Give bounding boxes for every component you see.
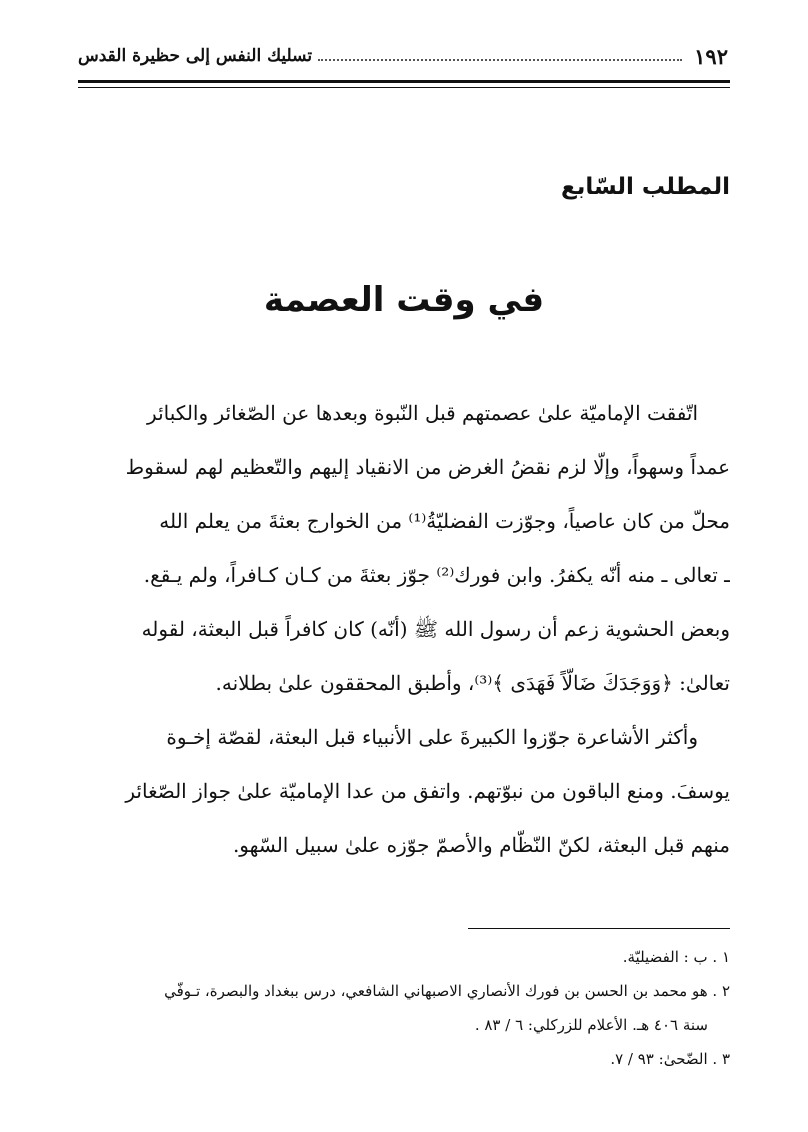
paragraph-line: ـ تعالى ـ منه أنّه يكفرُ. وابن فورك⁽²⁾ جوّز بعثةَ من كـان كـافراً، ولم يـقع.: [143, 563, 730, 587]
header-rule-thin: [78, 87, 730, 88]
footnote-separator: [468, 928, 730, 929]
page-number: ١٩٢: [694, 43, 728, 69]
footnote-2-continued: سنة ٤٠٦ هـ. الأعلام للزركلي: ٦ / ٨٣ .: [474, 1016, 708, 1034]
dotted-leader: [318, 59, 682, 61]
footnote-2: ٢ . هو محمد بن الحسن بن فورك الأنصاري الاصبهاني الشافعي، درس ببغداد والبصرة، تـوفّي: [164, 982, 730, 1000]
paragraph-1: [76, 386, 730, 710]
paragraph-line: عمداً وسهواً، وإلّا لزم نقضُ الغرض من الانقياد إليهم والتّعظيم لهم لسقوط: [125, 455, 730, 479]
paragraph-line: يوسفَ. ومنع الباقون من نبوّتهم. واتفق من عدا الإماميّة علىٰ جواز الصّغائر: [125, 779, 730, 803]
book-title: تسليك النفس إلى حظيرة القدس: [78, 46, 313, 66]
header-rule-thick: [78, 80, 730, 83]
running-header: [78, 38, 728, 74]
footnote-1: ١ . ب : الفضيليّة.: [622, 948, 730, 966]
footnotes: [70, 940, 730, 1076]
paragraph-line: منهم قبل البعثة، لكنّ النّظّام والأصمّ جوّزه علىٰ سبيل السّهو.: [232, 833, 730, 857]
paragraph-line: محلّ من كان عاصياً، وجوّزت الفضليّةُ⁽¹⁾ من الخوارج بعثةَ من يعلم الله: [159, 509, 730, 533]
chapter-title: في وقت العصمة: [263, 280, 545, 320]
paragraph-line: تعالىٰ: ﴿وَوَجَدَكَ ضَالّاً فَهَدَى ﴾⁽³⁾، وأطبق المحققون علىٰ بطلانه.: [215, 671, 730, 695]
paragraph-line: وبعض الحشوية زعم أن رسول الله ﷺ (أنّه) كان كافراً قبل البعثة، لقوله: [141, 617, 730, 641]
footnote-3: ٣ . الضّحىٰ: ٩٣ / ٧.: [610, 1050, 730, 1068]
paragraph-line: اتّفقت الإماميّة علىٰ عصمتهم قبل النّبوة وبعدها عن الصّغائر والكبائر: [147, 401, 698, 425]
paragraph-2: [76, 710, 730, 872]
paragraph-line: وأكثر الأشاعرة جوّزوا الكبيرةَ على الأنبياء قبل البعثة، لقصّة إخـوة: [166, 725, 698, 749]
section-label: المطلب السّابع: [561, 174, 730, 200]
